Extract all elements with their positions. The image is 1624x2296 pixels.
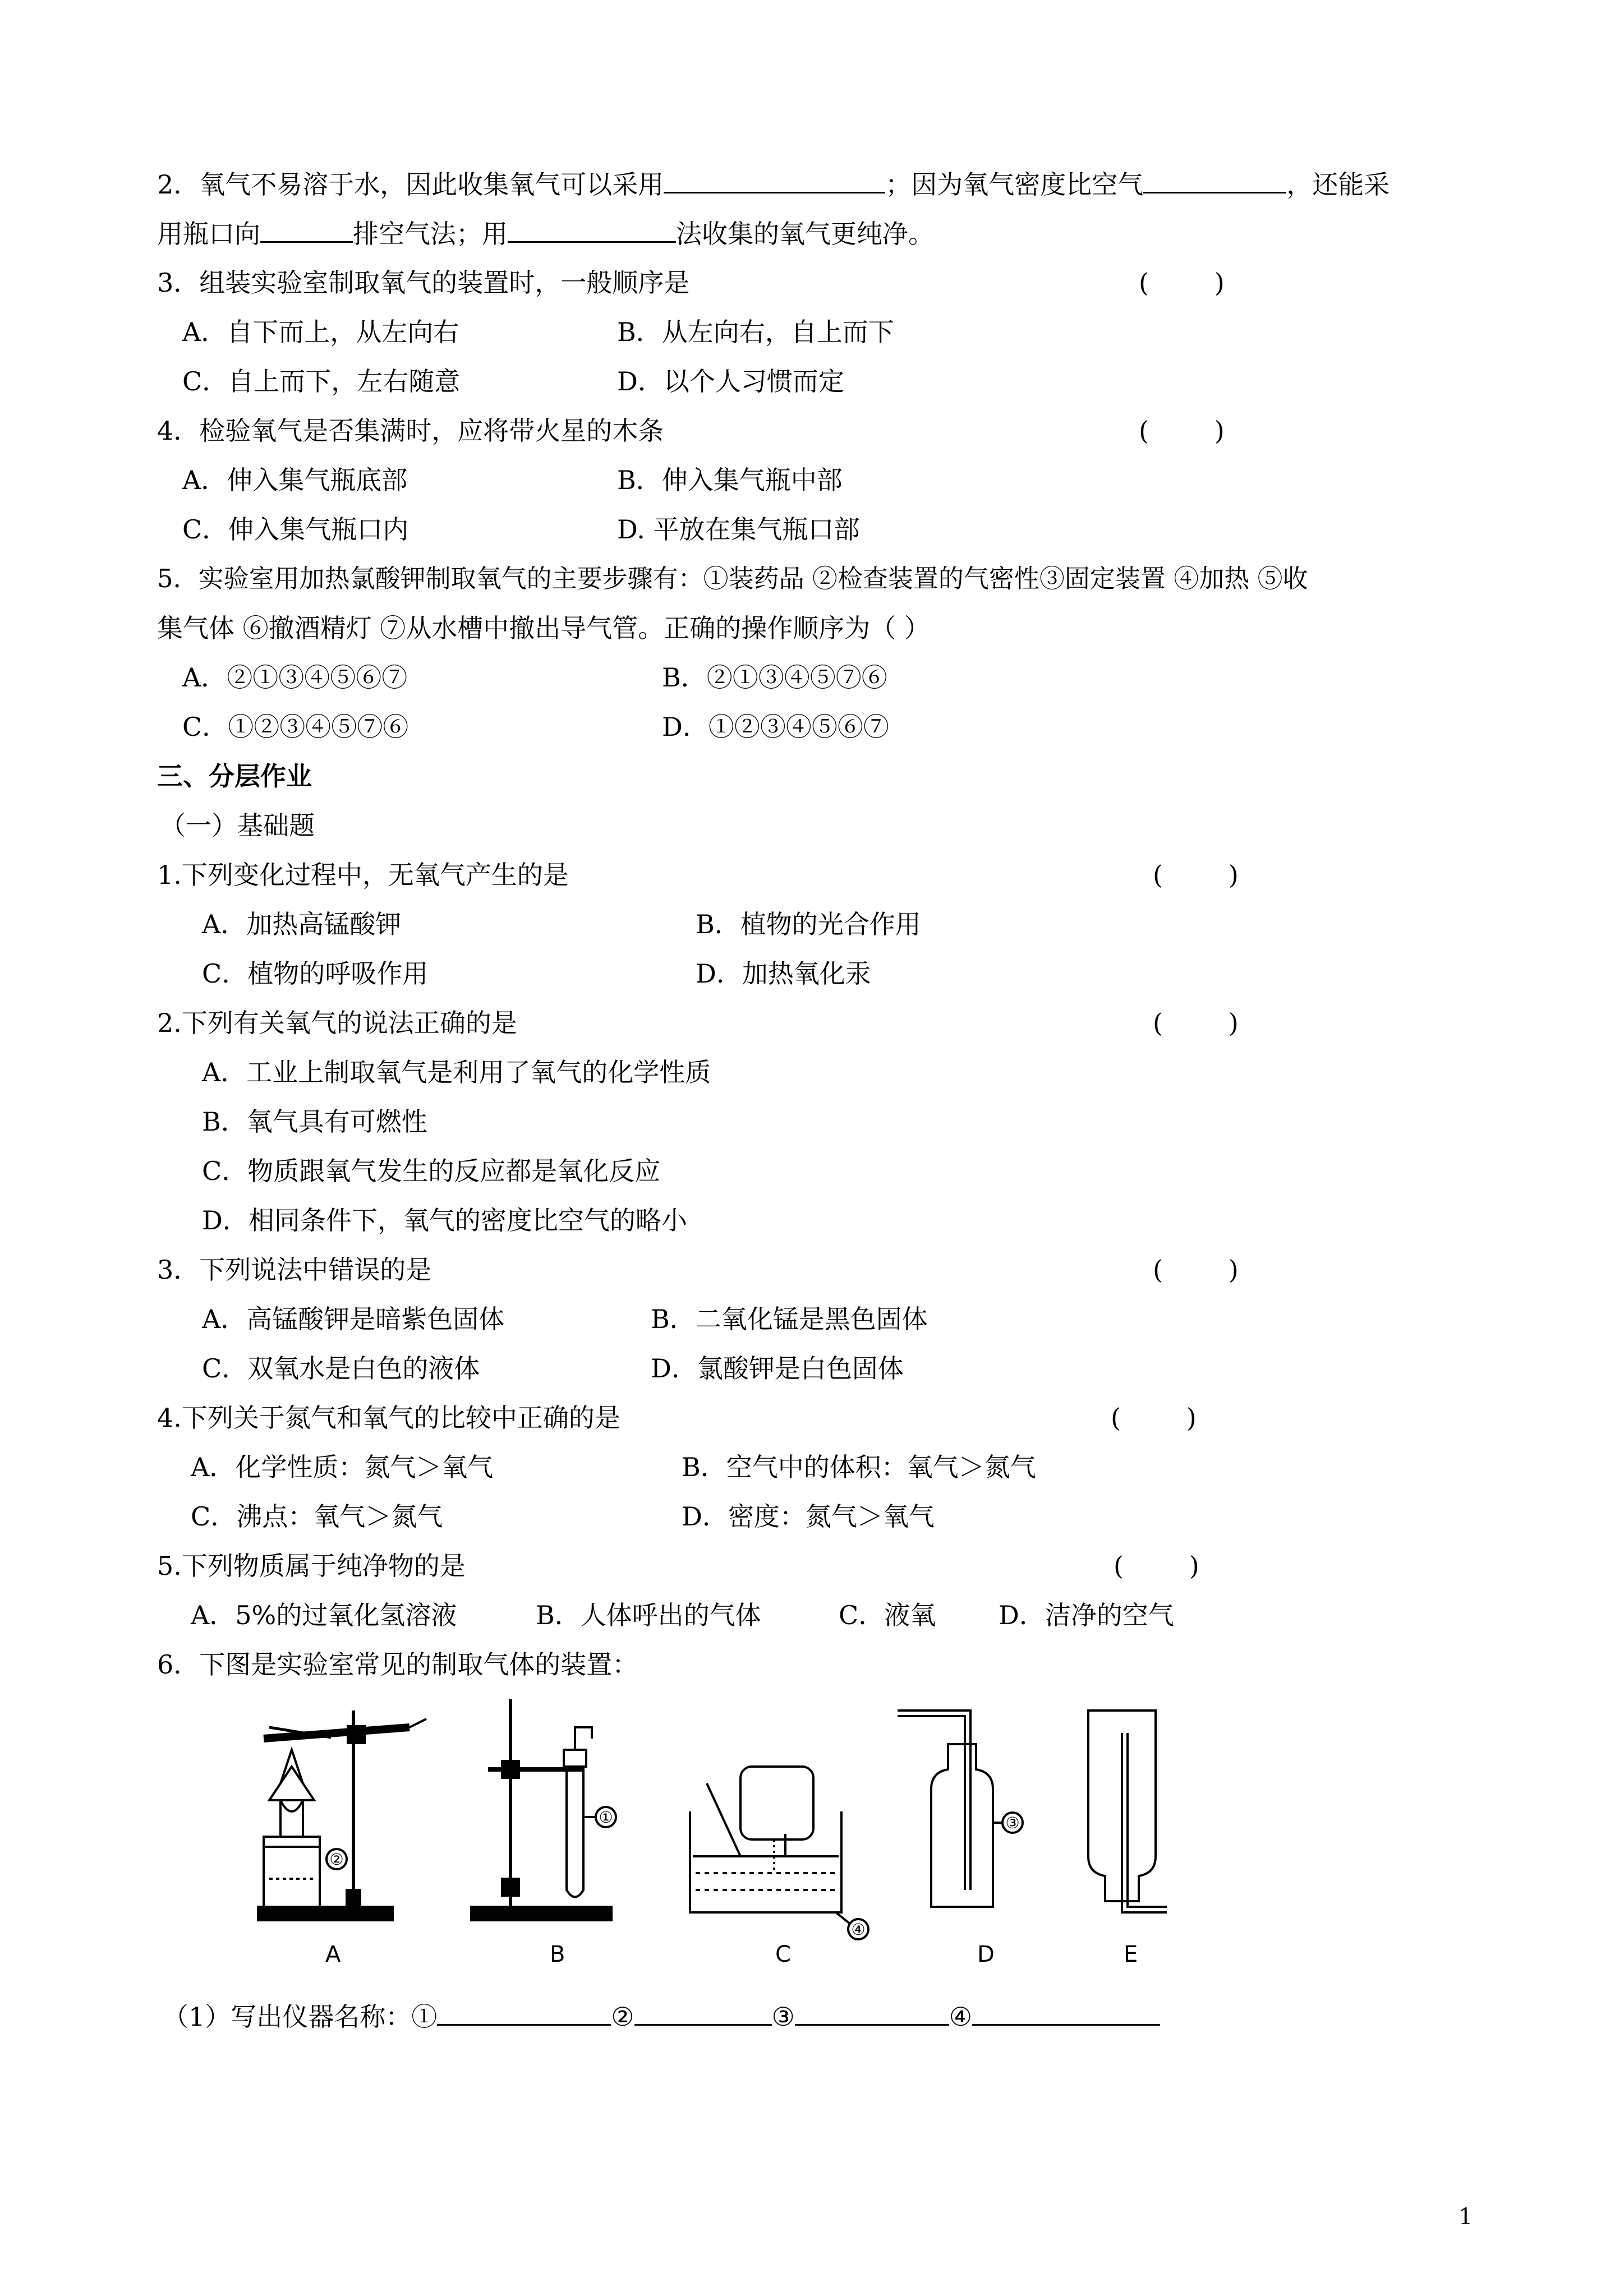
q5-option-b: B．②①③④⑤⑦⑥	[662, 662, 887, 693]
b5-stem: 5.下列物质属于纯净物的是	[157, 1551, 466, 1581]
section-title: 三、分层作业	[157, 761, 312, 791]
b5-option-b: B．人体呼出的气体	[536, 1600, 761, 1630]
answer-paren[interactable]: ( )	[1153, 860, 1239, 890]
q2-line1: 2．氧气不易溶于水，因此收集氧气可以采用 ；因为氧气密度比空气 ，还能采	[157, 167, 1390, 201]
apparatus-e	[1088, 1711, 1167, 1912]
q4-option-a: A．伸入集气瓶底部	[182, 465, 408, 495]
marker-2: ②	[329, 1850, 344, 1869]
apparatus-c	[690, 1767, 868, 1939]
b1-option-d: D．加热氧化汞	[696, 958, 871, 989]
b6-sub1: （1）写出仪器名称：① ② ③ ④	[163, 1999, 1160, 2034]
answer-paren[interactable]: ( )	[1153, 1255, 1239, 1285]
b2-option-a: A．工业上制取氧气是利用了氧气的化学性质	[202, 1057, 711, 1087]
q3-option-b: B．从左向右，自上而下	[617, 317, 894, 347]
figure-label-b: B	[550, 1942, 565, 1967]
b4-option-d: D．密度：氮气＞氧气	[682, 1501, 935, 1532]
marker-3: ③	[1005, 1814, 1020, 1832]
q5-option-a: A．②①③④⑤⑥⑦	[182, 662, 408, 693]
figure-label-e: E	[1124, 1942, 1138, 1967]
q3-stem: 3．组装实验室制取氧气的装置时，一般顺序是	[157, 268, 690, 298]
b5-option-d: D．洁净的空气	[999, 1600, 1174, 1630]
apparatus-d	[898, 1711, 1023, 1907]
b2-option-c: C．物质跟氧气发生的反应都是氧化反应	[202, 1156, 661, 1186]
b1-stem: 1.下列变化过程中，无氧气产生的是	[157, 860, 569, 890]
b3-stem: 3．下列说法中错误的是	[157, 1255, 432, 1285]
q5-line1: 5．实验室用加热氯酸钾制取氧气的主要步骤有：①装药品 ②检查装置的气密性③固定装置 ④加热 ⑤收	[157, 564, 1308, 593]
answer-blank[interactable]	[664, 167, 885, 193]
answer-blank[interactable]	[972, 1999, 1160, 2026]
b2-option-d: D．相同条件下，氧气的密度比空气的略小	[202, 1205, 687, 1235]
answer-blank[interactable]	[260, 216, 353, 243]
q4-stem: 4．检验氧气是否集满时，应将带火星的木条	[157, 416, 664, 446]
b5-option-a: A．5%的过氧化氢溶液	[191, 1600, 457, 1630]
answer-paren[interactable]: ( )	[1139, 268, 1225, 298]
q5-option-d: D．①②③④⑤⑥⑦	[662, 712, 889, 742]
b5-option-c: C．液氧	[839, 1600, 936, 1630]
marker-4: ④	[851, 1920, 866, 1939]
answer-blank[interactable]	[508, 216, 676, 243]
figure-label-a: A	[325, 1942, 341, 1967]
answer-blank[interactable]	[437, 1999, 611, 2026]
answer-paren[interactable]: ( )	[1153, 1008, 1239, 1038]
b6-stem: 6．下图是实验室常见的制取气体的装置：	[157, 1649, 638, 1680]
answer-paren[interactable]: ( )	[1139, 416, 1225, 446]
b4-option-a: A．化学性质：氮气＞氧气	[191, 1452, 494, 1482]
figure-label-d: D	[977, 1942, 995, 1967]
q4-option-c: C．伸入集气瓶口内	[182, 514, 409, 545]
q4-option-d: D. 平放在集气瓶口部	[617, 514, 860, 545]
b4-stem: 4.下列关于氮气和氧气的比较中正确的是	[157, 1403, 620, 1433]
b1-option-a: A．加热高锰酸钾	[202, 909, 402, 939]
q2-line2: 用瓶口向 排空气法；用 法收集的氧气更纯净。	[157, 216, 934, 251]
q3-option-a: A．自下而上，从左向右	[182, 317, 459, 347]
section-subtitle: （一）基础题	[160, 810, 315, 841]
b4-option-b: B．空气中的体积：氧气＞氮气	[682, 1452, 1036, 1482]
marker-1: ①	[599, 1808, 613, 1827]
q5-line2: 集气体 ⑥撤酒精灯 ⑦从水槽中撤出导气管。正确的操作顺序为（ ）	[157, 613, 930, 643]
apparatus-diagram	[247, 1688, 1200, 1980]
b4-option-c: C．沸点：氧气＞氮气	[191, 1501, 443, 1532]
page-number: 1	[1459, 2204, 1473, 2230]
q4-option-b: B．伸入集气瓶中部	[617, 465, 843, 495]
apparatus-b	[471, 1699, 616, 1920]
b2-option-b: B．氧气具有可燃性	[202, 1106, 427, 1137]
b3-option-d: D．氯酸钾是白色固体	[651, 1353, 904, 1384]
q3-option-d: D．以个人习惯而定	[617, 366, 844, 397]
q3-option-c: C．自上而下，左右随意	[182, 366, 461, 397]
b3-option-c: C．双氧水是白色的液体	[202, 1353, 480, 1384]
apparatus-a	[258, 1711, 426, 1920]
answer-paren[interactable]: ( )	[1114, 1551, 1199, 1581]
b3-option-b: B．二氧化锰是黑色固体	[651, 1304, 928, 1334]
figure-label-c: C	[775, 1942, 791, 1967]
q5-option-c: C．①②③④⑤⑦⑥	[182, 712, 409, 742]
answer-blank[interactable]	[1143, 167, 1286, 193]
answer-blank[interactable]	[634, 1999, 772, 2026]
b1-option-c: C．植物的呼吸作用	[202, 958, 429, 989]
b2-stem: 2.下列有关氧气的说法正确的是	[157, 1008, 517, 1038]
answer-blank[interactable]	[795, 1999, 949, 2026]
b1-option-b: B．植物的光合作用	[696, 909, 921, 939]
answer-paren[interactable]: ( )	[1111, 1403, 1197, 1433]
b3-option-a: A．高锰酸钾是暗紫色固体	[202, 1304, 505, 1334]
